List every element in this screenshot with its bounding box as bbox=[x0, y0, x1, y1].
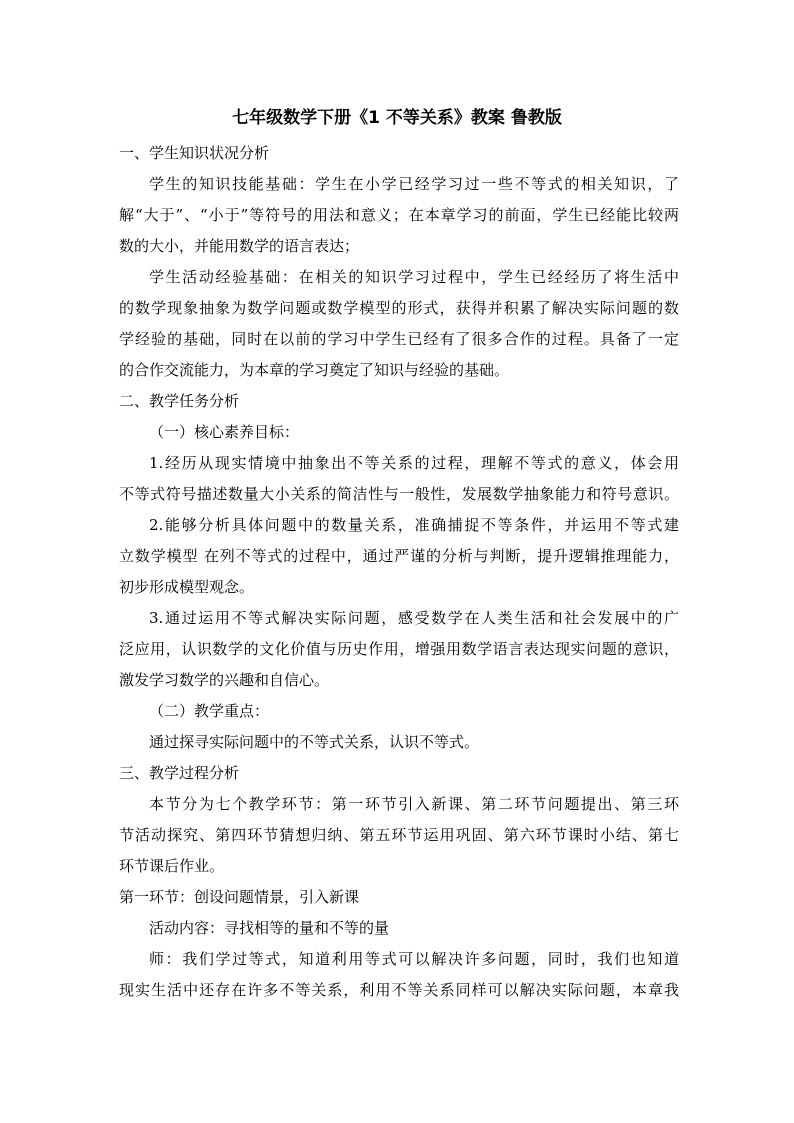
document-title: 七年级数学下册《1 不等关系》教案 鲁教版 bbox=[232, 108, 562, 128]
paragraph-line: 通过探寻实际问题中的不等式关系，认识不等式。 bbox=[149, 733, 480, 751]
paragraph-line: 激发学习数学的兴趣和自信心。 bbox=[119, 671, 330, 689]
paragraph-line: 学生的知识技能基础：学生在小学已经学习过一些不等式的相关知识，了 bbox=[149, 175, 679, 193]
paragraph-line: 活动内容：寻找相等的量和不等的量 bbox=[149, 919, 390, 937]
subsection-heading: （一）核心素养目标： bbox=[149, 423, 300, 441]
paragraph-line: 初步形成模型观念。 bbox=[119, 578, 255, 596]
paragraph-line: 学生活动经验基础：在相关的知识学习过程中，学生已经经历了将生活中 bbox=[149, 268, 679, 286]
paragraph-line: 1.经历从现实情境中抽象出不等关系的过程，理解不等式的意义，体会用 bbox=[149, 454, 679, 472]
paragraph-line: 数的大小，并能用数学的语言表达； bbox=[119, 237, 360, 255]
paragraph-line: 泛应用，认识数学的文化价值与历史作用，增强用数学语言表达现实问题的意识， bbox=[119, 640, 679, 658]
paragraph-line: 的数学现象抽象为数学问题或数学模型的形式，获得并积累了解决实际问题的数 bbox=[119, 299, 679, 317]
paragraph-line: 节活动探究、第四环节猜想归纳、第五环节运用巩固、第六环节课时小结、第七 bbox=[119, 826, 679, 844]
paragraph-line: 不等式符号描述数量大小关系的简洁性与一般性，发展数学抽象能力和符号意识。 bbox=[119, 485, 679, 503]
paragraph-line: 立数学模型 在列不等式的过程中，通过严谨的分析与判断，提升逻辑推理能力， bbox=[119, 547, 679, 565]
section-heading: 第一环节：创设问题情景，引入新课 bbox=[119, 888, 360, 906]
paragraph-line: 的合作交流能力，为本章的学习奠定了知识与经验的基础。 bbox=[119, 361, 510, 379]
paragraph-line: 本节分为七个教学环节：第一环节引入新课、第二环节问题提出、第三环 bbox=[149, 795, 679, 813]
subsection-heading: （二）教学重点： bbox=[149, 702, 270, 720]
paragraph-line: 学经验的基础，同时在以前的学习中学生已经有了很多合作的过程。具备了一定 bbox=[119, 330, 679, 348]
paragraph-line: 师：我们学过等式，知道利用等式可以解决许多问题，同时，我们也知道 bbox=[149, 950, 679, 968]
paragraph-line: 2.能够分析具体问题中的数量关系，准确捕捉不等条件，并运用不等式建 bbox=[149, 516, 679, 534]
paragraph-line: 现实生活中还存在许多不等关系，利用不等关系同样可以解决实际问题，本章我 bbox=[119, 981, 679, 999]
paragraph-line: 解“大于”、“小于”等符号的用法和意义；在本章学习的前面，学生已经能比较两 bbox=[119, 206, 679, 224]
section-heading: 三、教学过程分析 bbox=[119, 764, 240, 782]
paragraph-line: 3.通过运用不等式解决实际问题，感受数学在人类生活和社会发展中的广 bbox=[149, 609, 679, 627]
paragraph-line: 环节课后作业。 bbox=[119, 857, 225, 875]
section-heading: 一、学生知识状况分析 bbox=[119, 144, 270, 162]
document-body bbox=[119, 138, 679, 1006]
section-heading: 二、教学任务分析 bbox=[119, 392, 240, 410]
